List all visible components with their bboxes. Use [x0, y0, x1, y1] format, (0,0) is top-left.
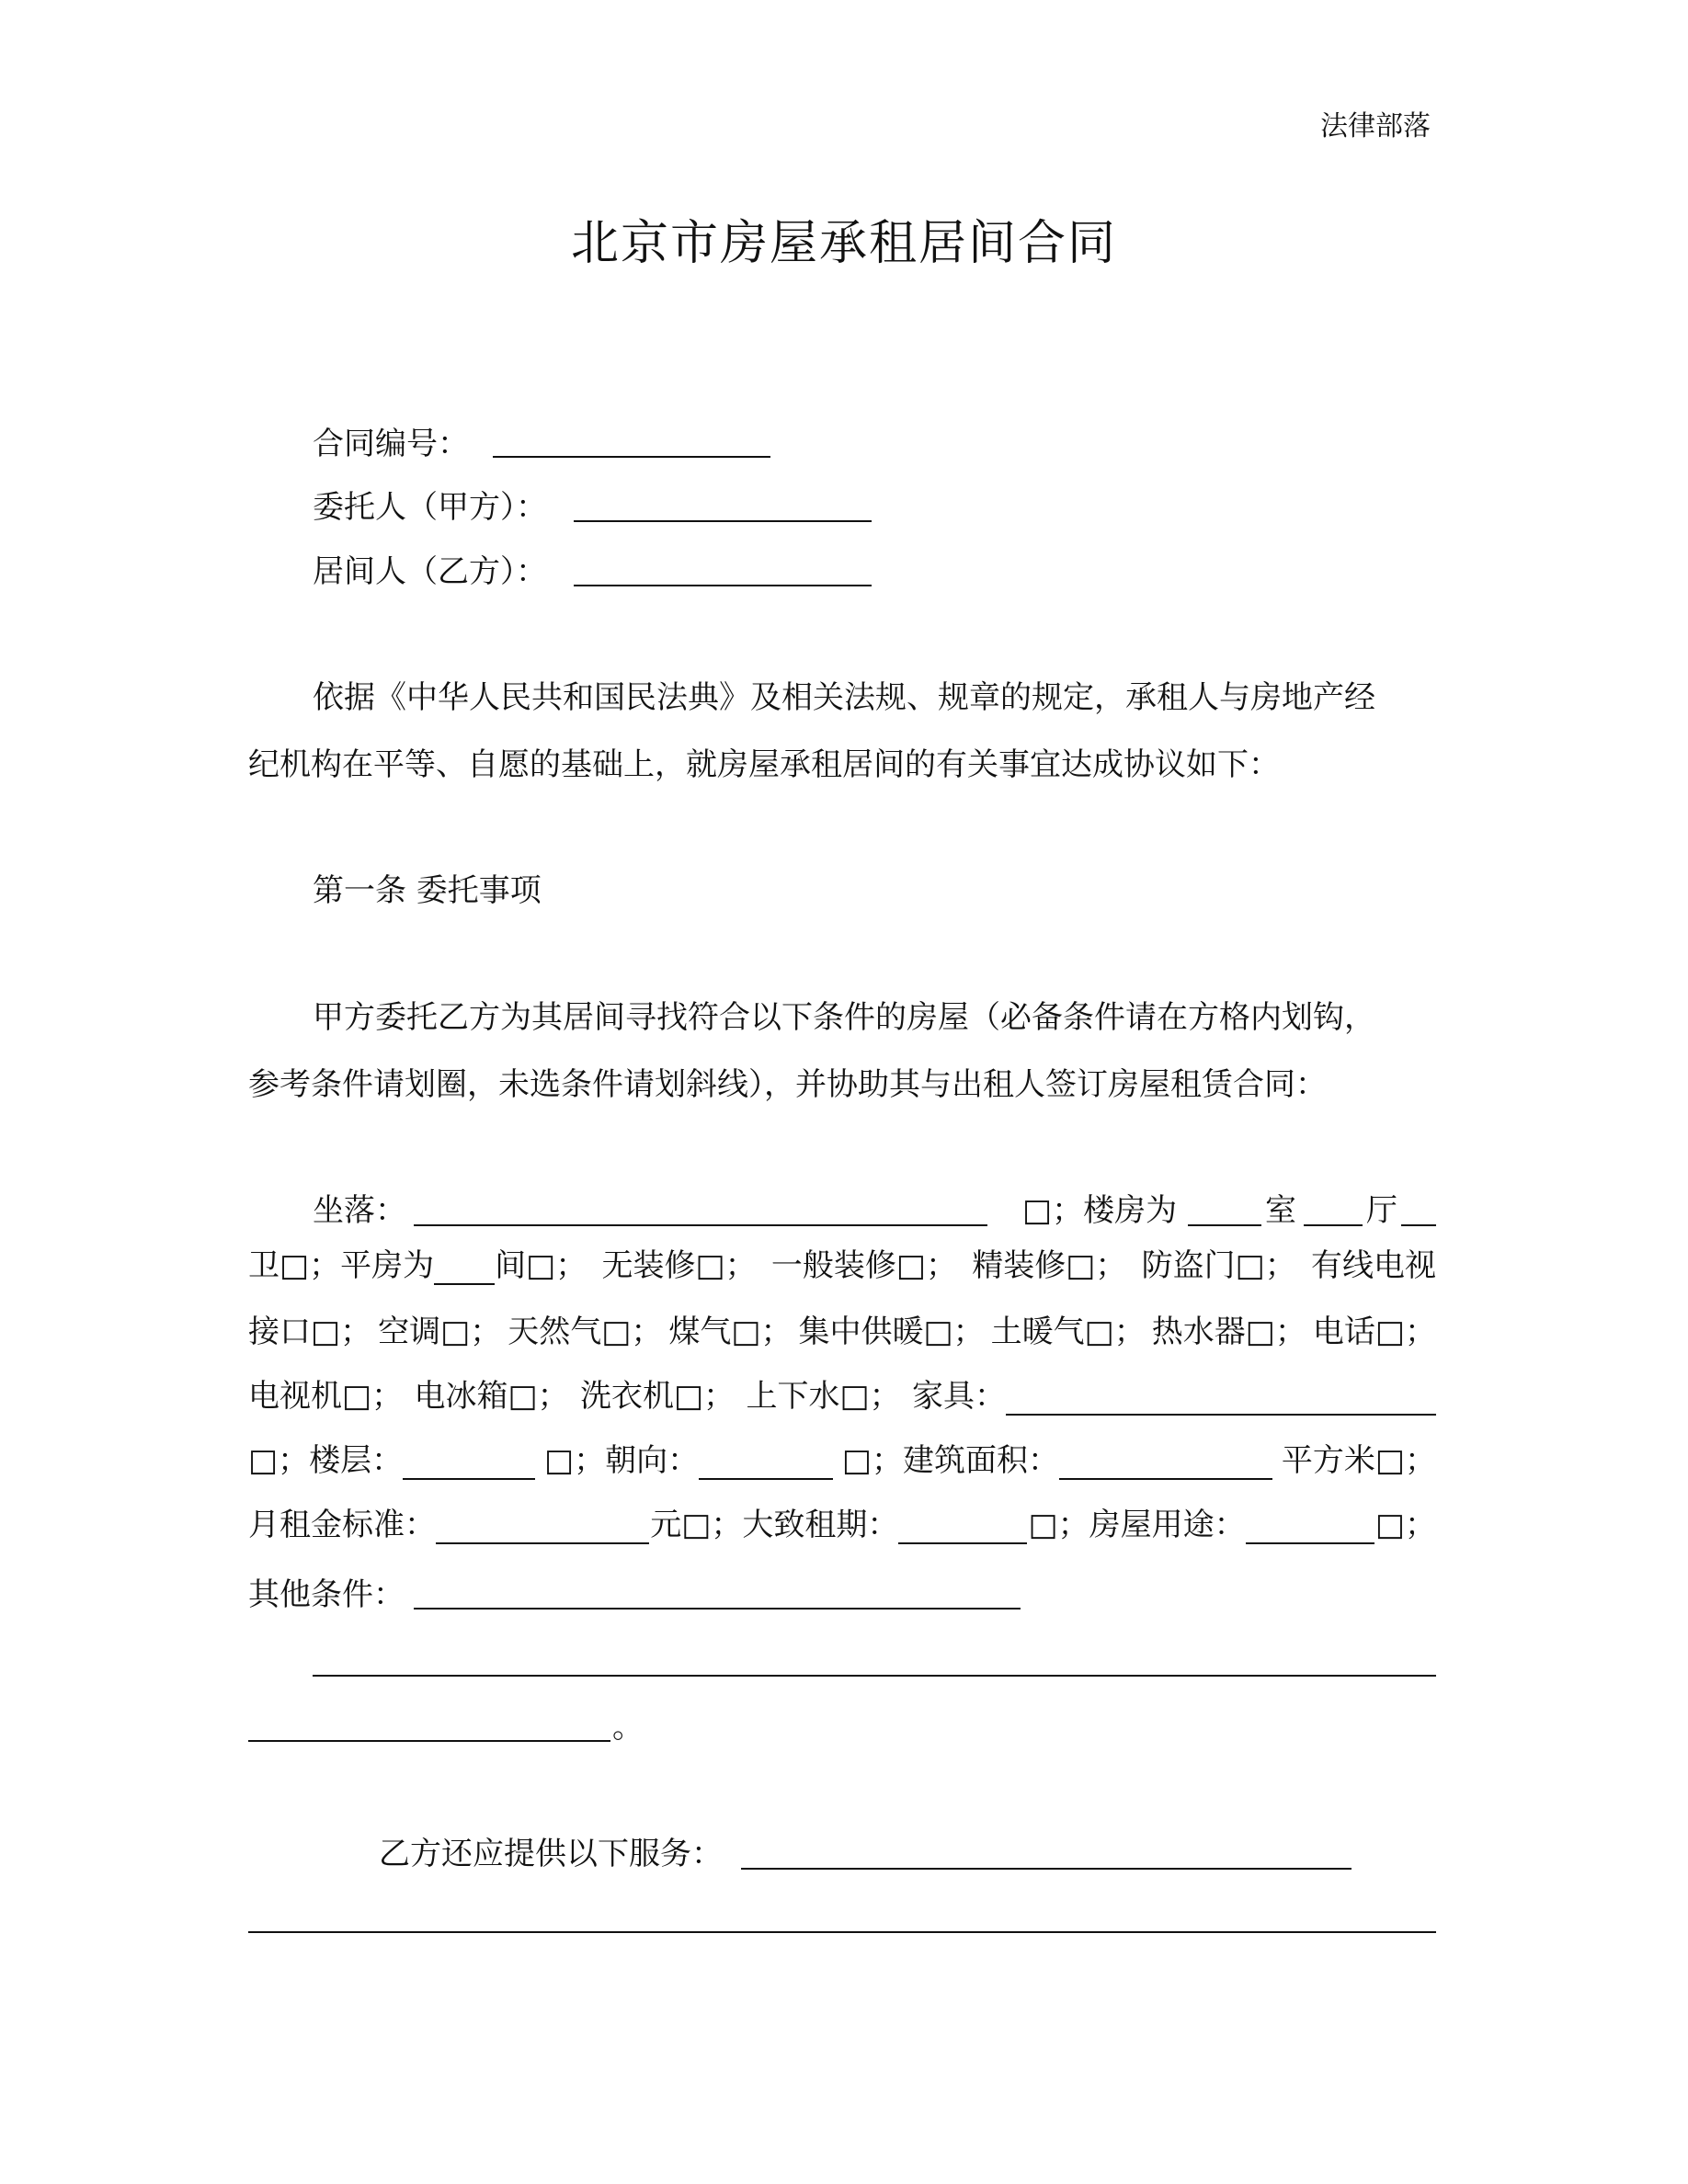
checkbox-refrigerator[interactable]: 电冰箱□；: [414, 1378, 569, 1415]
location-label: 坐落：: [313, 1192, 406, 1229]
bungalow-rooms-blank[interactable]: [434, 1256, 495, 1285]
conditions-row-6: [248, 1507, 1436, 1544]
checkbox-security-door[interactable]: 防盗门□；: [1141, 1247, 1296, 1284]
other-conditions-line-2[interactable]: [313, 1675, 1436, 1677]
hall-label: 厅: [1366, 1192, 1397, 1229]
rent-blank[interactable]: [436, 1515, 649, 1544]
checkbox-cable-tv[interactable]: 有线电视: [1311, 1247, 1436, 1284]
area-unit-label: 平方米□；: [1281, 1442, 1436, 1479]
intermediary-label: 居间人（乙方）：: [313, 553, 547, 590]
other-conditions-blank[interactable]: [414, 1608, 1021, 1610]
floor-field: □；楼层：: [248, 1435, 535, 1480]
orientation-field: □；朝向：: [544, 1435, 833, 1480]
rent-field: 月租金标准：: [248, 1499, 649, 1544]
intermediary-blank[interactable]: [574, 585, 872, 586]
header-brand: 法律部落: [1320, 110, 1431, 142]
checkbox-water-heater[interactable]: 热水器□；: [1151, 1314, 1306, 1350]
furniture-field: 家具：: [912, 1371, 1436, 1416]
contract-number-blank[interactable]: [493, 456, 770, 458]
principal-label: 委托人（甲方）：: [313, 489, 547, 526]
other-conditions-line-3[interactable]: [248, 1740, 610, 1742]
services-label: 乙方还应提供以下服务：: [379, 1836, 723, 1872]
conditions-row-2: [248, 1248, 1436, 1285]
conditions-end-mark: 。: [612, 1709, 644, 1746]
checkbox-cable-tv-port[interactable]: 接口□；: [248, 1314, 372, 1350]
intro-line-1: 依据《中华人民共和国民法典》及相关法规、规章的规定，承租人与房地产经: [313, 679, 1375, 716]
checkbox-local-heating[interactable]: 土暖气□；: [990, 1314, 1146, 1350]
services-blank[interactable]: [741, 1868, 1352, 1870]
area-blank[interactable]: [1059, 1450, 1272, 1480]
article-1-title: 第一条 委托事项: [313, 872, 542, 909]
checkbox-fine-decoration[interactable]: 精装修□；: [972, 1247, 1127, 1284]
checkbox-television[interactable]: 电视机□；: [248, 1378, 404, 1415]
services-line-2[interactable]: [248, 1931, 1436, 1933]
article-1-line-2: 参考条件请划圈，未选条件请划斜线），并协助其与出租人签订房屋租赁合同：: [248, 1066, 1327, 1103]
checkbox-air-conditioning[interactable]: 空调□；: [378, 1314, 502, 1350]
intro-line-2: 纪机构在平等、自愿的基础上，就房屋承租居间的有关事宜达成协议如下：: [248, 746, 1280, 783]
building-label: □；楼房为: [1022, 1192, 1178, 1229]
floor-blank[interactable]: [403, 1450, 535, 1480]
orientation-blank[interactable]: [699, 1450, 833, 1480]
lease-term-blank[interactable]: [898, 1515, 1027, 1544]
checkbox-washing-machine[interactable]: 洗衣机□；: [580, 1378, 736, 1415]
article-1-line-1: 甲方委托乙方为其居间寻找符合以下条件的房屋（必备条件请在方格内划钩，: [313, 999, 1375, 1036]
checkbox-coal-gas[interactable]: 煤气□；: [668, 1314, 793, 1350]
usage-blank[interactable]: [1246, 1515, 1374, 1544]
lease-term-field: 元□；大致租期：: [650, 1499, 1027, 1544]
conditions-row-4: [248, 1379, 1436, 1416]
other-conditions-label: 其他条件：: [248, 1576, 405, 1613]
contract-number-label: 合同编号：: [313, 426, 469, 462]
furniture-blank[interactable]: [1006, 1386, 1436, 1416]
checkbox-natural-gas[interactable]: 天然气□；: [508, 1314, 663, 1350]
usage-field: □；房屋用途：: [1029, 1499, 1374, 1544]
checkbox-basic-decoration[interactable]: 一般装修□；: [770, 1247, 957, 1284]
conditions-row-5: [248, 1443, 1436, 1480]
principal-blank[interactable]: [574, 520, 872, 522]
checkbox-water-supply[interactable]: 上下水□；: [746, 1378, 901, 1415]
bath-bungalow-label: 卫□；平房为 间□；: [248, 1247, 587, 1284]
usage-end-label: □；: [1374, 1507, 1436, 1543]
area-field: □；建筑面积：: [842, 1435, 1272, 1480]
room-count-blank[interactable]: [1188, 1224, 1261, 1226]
checkbox-central-heating[interactable]: 集中供暖□；: [798, 1314, 985, 1350]
document-title: 北京市房屋承租居间合同: [570, 216, 1117, 271]
room-label: 室: [1265, 1192, 1296, 1229]
checkbox-no-decoration[interactable]: 无装修□；: [601, 1247, 757, 1284]
bath-count-blank[interactable]: [1401, 1224, 1436, 1226]
conditions-row-3: [248, 1314, 1436, 1351]
checkbox-telephone[interactable]: 电话□；: [1312, 1314, 1436, 1350]
location-blank[interactable]: [414, 1224, 987, 1226]
hall-count-blank[interactable]: [1304, 1224, 1363, 1226]
